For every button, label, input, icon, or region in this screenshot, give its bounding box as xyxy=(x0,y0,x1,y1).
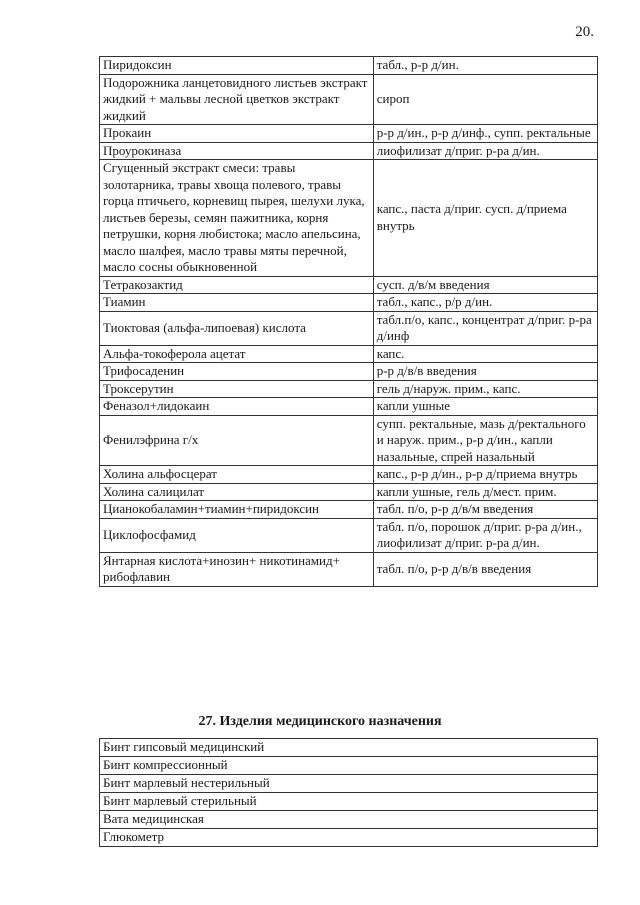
drug-form: капс. xyxy=(373,345,597,363)
product-name: Глюкометр xyxy=(100,829,598,847)
drug-name: Фенилэфрина г/х xyxy=(100,415,374,466)
drug-name: Проурокиназа xyxy=(100,142,374,160)
table-row xyxy=(100,811,598,829)
page-number: 20. xyxy=(575,24,594,40)
drug-form: сусп. д/в/м введения xyxy=(373,276,597,294)
drug-name: Сгущенный экстракт смеси: травы золотарника, травы хвоща полевого, травы горца птичьего, корневищ пырея, шелухи лука, листьев березы, семян пажитника, корня петрушки, корня любистока; масло апельсина, масло шалфея, масло травы мяты перечной, масло сосны обыкновенной xyxy=(100,160,374,277)
table-row xyxy=(100,345,598,363)
table-row xyxy=(100,518,598,552)
table-row xyxy=(100,142,598,160)
drug-name: Холина альфосцерат xyxy=(100,466,374,484)
table-row xyxy=(100,57,598,75)
drug-form: р-р д/ин., р-р д/инф., супп. ректальные xyxy=(373,125,597,143)
drug-form: табл.п/о, капс., концентрат д/приг. р-ра д/инф xyxy=(373,311,597,345)
drug-name: Феназол+лидокаин xyxy=(100,398,374,416)
table-row xyxy=(100,793,598,811)
product-name: Вата медицинская xyxy=(100,811,598,829)
drug-name: Холина салицилат xyxy=(100,483,374,501)
drug-name: Циклофосфамид xyxy=(100,518,374,552)
table-row xyxy=(100,125,598,143)
drug-name: Альфа-токоферола ацетат xyxy=(100,345,374,363)
drug-name: Подорожника ланцетовидного листьев экстракт жидкий + мальвы лесной цветков экстракт жидкий xyxy=(100,74,374,125)
drug-name: Трифосаденин xyxy=(100,363,374,381)
product-name: Бинт марлевый нестерильный xyxy=(100,775,598,793)
drug-form: гель д/наруж. прим., капс. xyxy=(373,380,597,398)
drug-form: супп. ректальные, мазь д/ректального и наруж. прим., р-р д/ин., капли назальные, спрей назальный xyxy=(373,415,597,466)
table-row xyxy=(100,466,598,484)
table-row xyxy=(100,829,598,847)
product-name: Бинт компрессионный xyxy=(100,757,598,775)
table-row xyxy=(100,739,598,757)
drug-form: табл. п/о, р-р д/в/в введения xyxy=(373,552,597,586)
drug-name: Прокаин xyxy=(100,125,374,143)
drug-form: табл., р-р д/ин. xyxy=(373,57,597,75)
table-row xyxy=(100,757,598,775)
section-heading: 27. Изделия медицинского назначения xyxy=(198,714,442,729)
table-row xyxy=(100,160,598,277)
product-name: Бинт марлевый стерильный xyxy=(100,793,598,811)
table-row xyxy=(100,775,598,793)
table-row xyxy=(100,311,598,345)
drug-name: Цианокобаламин+тиамин+пиридоксин xyxy=(100,501,374,519)
table-row xyxy=(100,276,598,294)
table-row xyxy=(100,380,598,398)
table-row xyxy=(100,363,598,381)
drugs-table xyxy=(99,56,598,587)
table-row xyxy=(100,398,598,416)
drug-form: табл., капс., р/р д/ин. xyxy=(373,294,597,312)
drug-form: лиофилизат д/приг. р-ра д/ин. xyxy=(373,142,597,160)
table-row xyxy=(100,415,598,466)
table-row xyxy=(100,483,598,501)
table-row xyxy=(100,294,598,312)
drug-name: Пиридоксин xyxy=(100,57,374,75)
table-row xyxy=(100,74,598,125)
table-row xyxy=(100,501,598,519)
drug-form: табл. п/о, р-р д/в/м введения xyxy=(373,501,597,519)
drug-form: капли ушные, гель д/мест. прим. xyxy=(373,483,597,501)
drug-name: Тиоктовая (альфа-липоевая) кислота xyxy=(100,311,374,345)
product-name: Бинт гипсовый медицинский xyxy=(100,739,598,757)
drug-form: сироп xyxy=(373,74,597,125)
drug-name: Троксерутин xyxy=(100,380,374,398)
drug-name: Тиамин xyxy=(100,294,374,312)
drug-name: Янтарная кислота+инозин+ никотинамид+ рибофлавин xyxy=(100,552,374,586)
drug-form: капс., паста д/приг. сусп. д/приема внутрь xyxy=(373,160,597,277)
drug-form: капли ушные xyxy=(373,398,597,416)
drug-form: табл. п/о, порошок д/приг. р-ра д/ин., лиофилизат д/приг. р-ра д/ин. xyxy=(373,518,597,552)
drug-form: капс., р-р д/ин., р-р д/приема внутрь xyxy=(373,466,597,484)
drug-name: Тетракозактид xyxy=(100,276,374,294)
medical-products-table xyxy=(99,738,598,847)
drug-form: р-р д/в/в введения xyxy=(373,363,597,381)
table-row xyxy=(100,552,598,586)
